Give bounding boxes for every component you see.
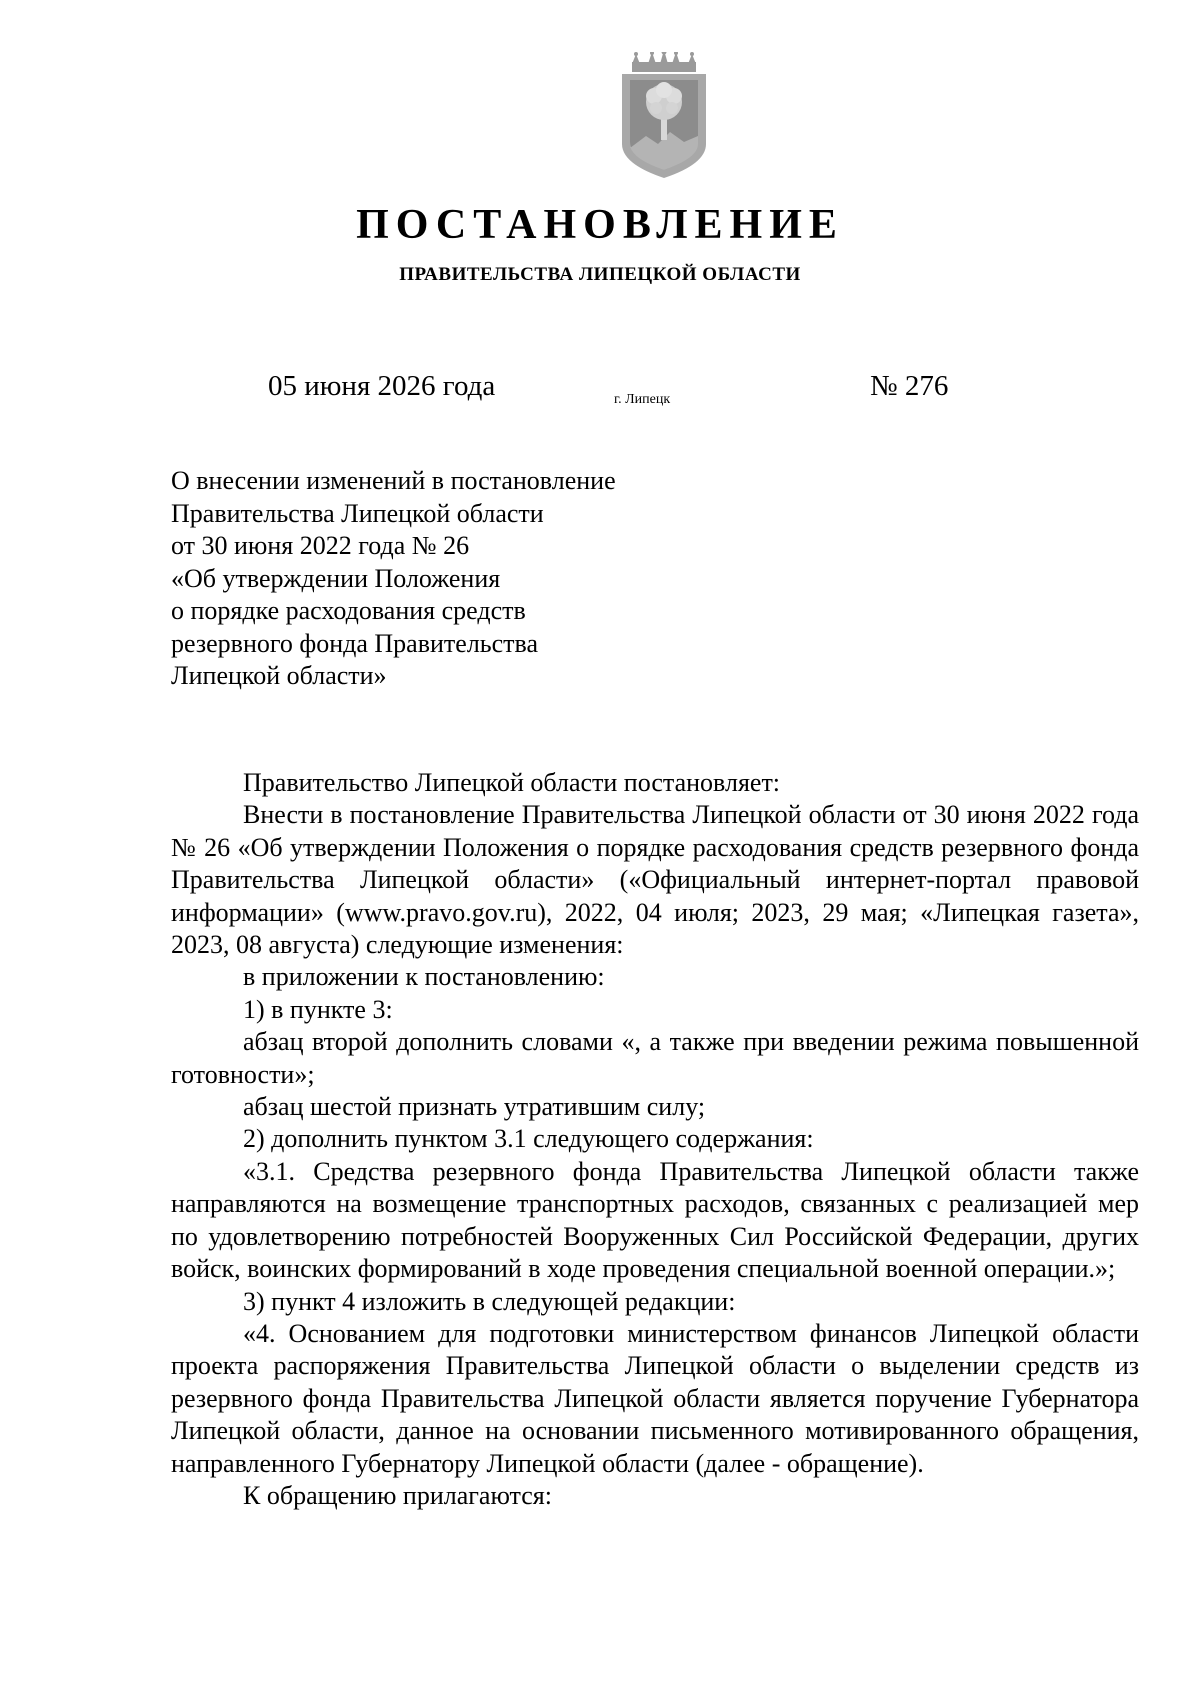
body-paragraph: Правительство Липецкой области постановляет: xyxy=(243,768,781,797)
document-number: № 276 xyxy=(870,370,949,402)
body-paragraph: абзац шестой признать утратившим силу; xyxy=(243,1092,706,1122)
body-paragraph: абзац второй дополнить словами «, а также при введении режима повышенной готовности»; xyxy=(171,1027,1139,1089)
document-issuer: ПРАВИТЕЛЬСТВА ЛИПЕЦКОЙ ОБЛАСТИ xyxy=(399,264,801,285)
coat-of-arms-icon xyxy=(618,52,710,180)
subject-line: Правительства Липецкой области xyxy=(171,498,544,528)
subject-line: О внесении изменений в постановление xyxy=(171,466,616,495)
subject-line: от 30 июня 2022 года № 26 xyxy=(171,531,470,560)
subject-line: резервного фонда Правительства xyxy=(171,628,539,658)
body-paragraph: К обращению прилагаются: xyxy=(243,1480,552,1510)
subject-line: «Об утверждении Положения xyxy=(171,563,501,593)
body-paragraph: «3.1. Средства резервного фонда Правительства Липецкой области также направляются на возмещение транспортных расходов, связанных с реализацией мер по удовлетворению потребностей Вооруженных Сил Российской Федерации, других войск, воинских формирований в ходе проведения специальной военной операции.»; xyxy=(171,1156,1139,1284)
document-date: 05 июня 2026 года xyxy=(268,370,496,402)
body-paragraph: 3) пункт 4 изложить в следующей редакции: xyxy=(243,1286,736,1316)
document-body xyxy=(171,767,1139,1512)
subject-line: о порядке расходования средств xyxy=(171,596,526,625)
body-paragraph: 2) дополнить пунктом 3.1 следующего содержания: xyxy=(243,1124,814,1154)
document-subject xyxy=(171,465,731,693)
body-paragraph: 1) в пункте 3: xyxy=(243,994,393,1024)
document-city: г. Липецк xyxy=(614,392,671,407)
body-paragraph: «4. Основанием для подготовки министерством финансов Липецкой области проекта распоряжения Правительства Липецкой области о выделении средств из резервного фонда Правительства Липецкой области является поручение Губернатора Липецкой области, данное на основании письменного мотивированного обращения, направленного Губернатору Липецкой области (далее - обращение). xyxy=(171,1318,1139,1478)
body-paragraph: Внести в постановление Правительства Липецкой области от 30 июня 2022 года № 26 «Об утверждении Положения о порядке расходования средств резервного фонда Правительства Липецкой области» («Официальный интернет-портал правовой информации» (www.pravo.gov.ru), 2022, 04 июля; 2023, 29 мая; «Липецкая газета», 2023, 08 августа) следующие изменения: xyxy=(171,800,1139,960)
body-paragraph: в приложении к постановлению: xyxy=(243,962,605,992)
document-title: ПОСТАНОВЛЕНИЕ xyxy=(356,202,844,248)
subject-line: Липецкой области» xyxy=(171,661,387,690)
